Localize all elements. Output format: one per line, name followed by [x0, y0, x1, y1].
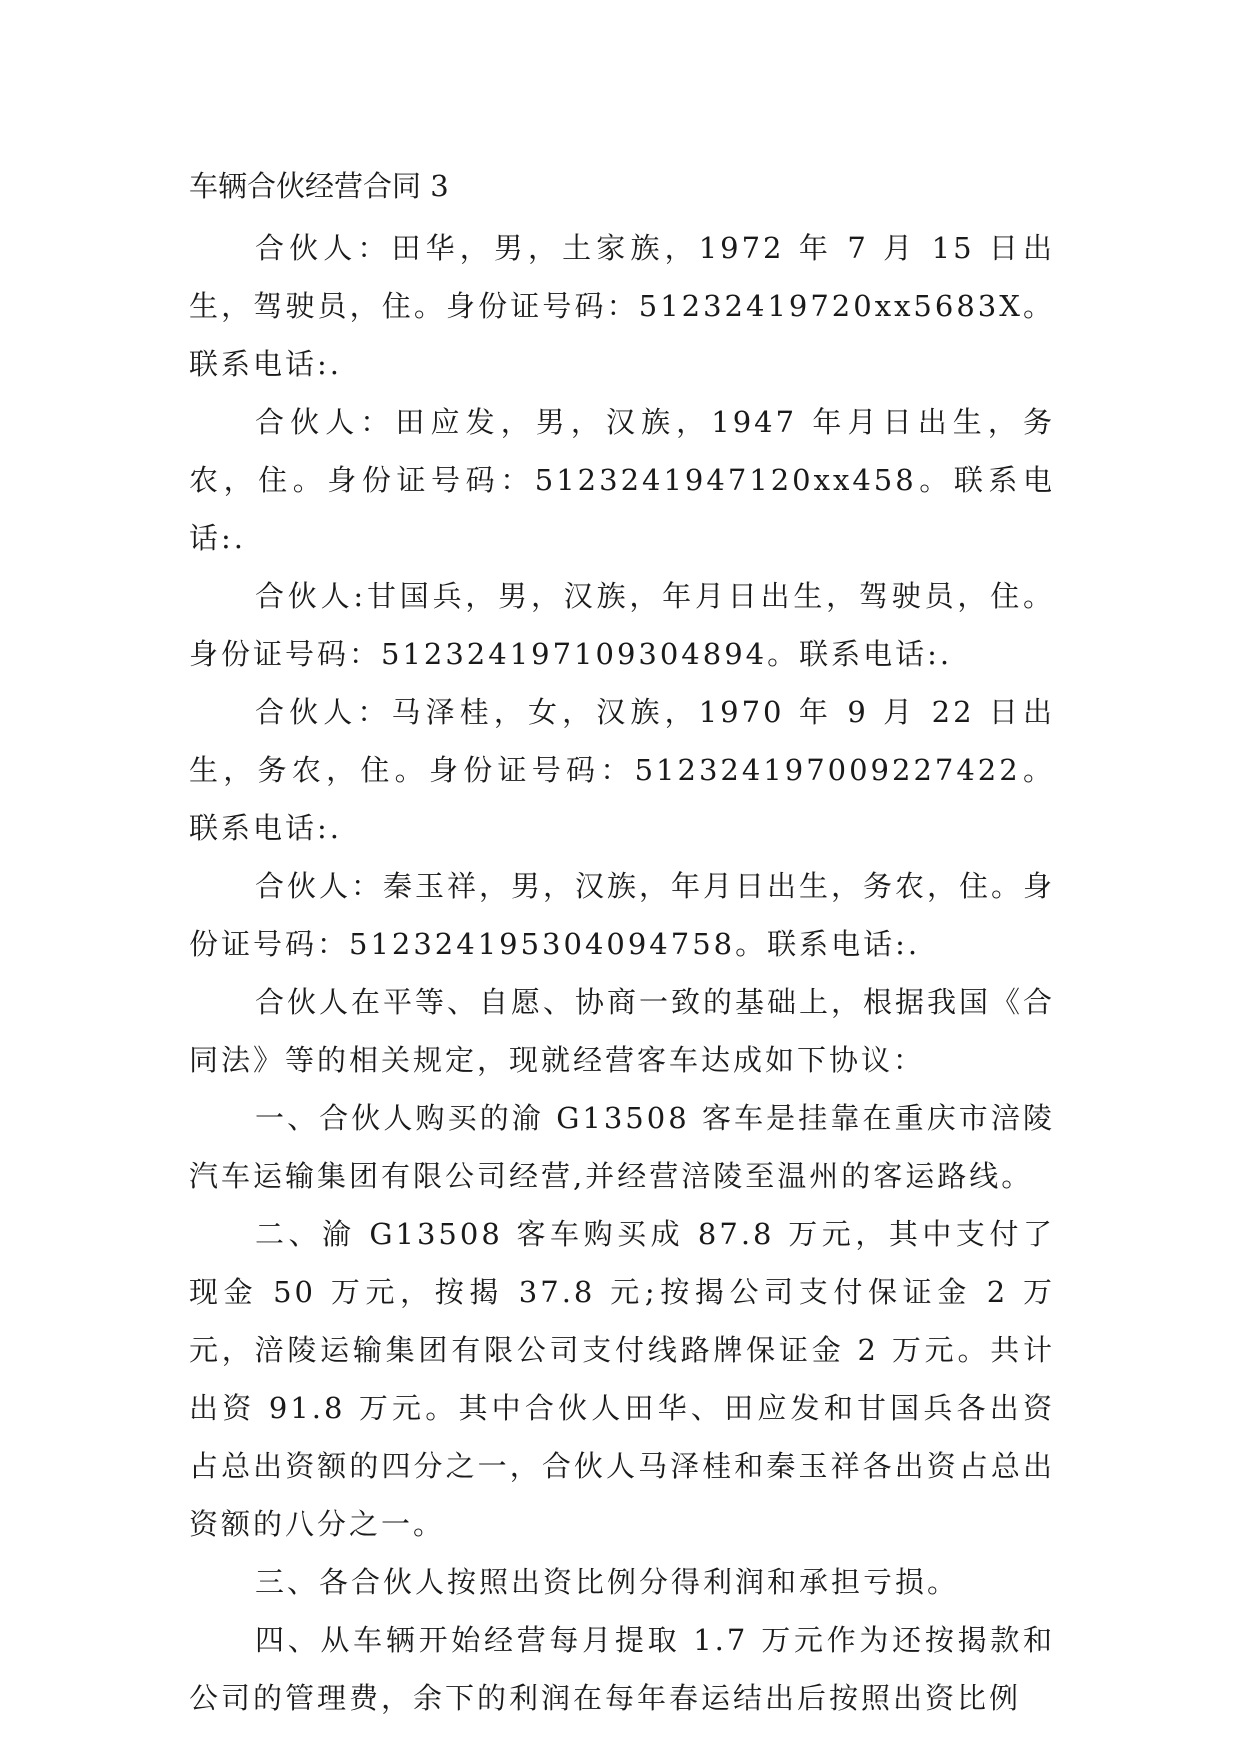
partner-paragraph: 合伙人：田华，男，土家族，1972 年 7 月 15 日出生，驾驶员，住。身份证号码：51232419720xx5683X。联系电话:. [189, 231, 1055, 381]
document-title: 车辆合伙经营合同 3 [189, 169, 449, 203]
partner-paragraph: 合伙人：秦玉祥，男，汉族，年月日出生，务农，住。身份证号码：512324195304094758。联系电话:. [189, 869, 1056, 961]
clause-paragraph: 四、从车辆开始经营每月提取 1.7 万元作为还按揭款和公司的管理费，余下的利润在每年春运结出后按照出资比例 [189, 1623, 1055, 1715]
clause-paragraph: 二、渝 G13508 客车购买成 87.8 万元，其中支付了现金 50 万元，按揭 37.8 元;按揭公司支付保证金 2 万元，涪陵运输集团有限公司支付线路牌保证金 2 万元。共计出资 91.8 万元。其中合伙人田华、田应发和甘国兵各出资占总出资额的四分之一，合伙人马泽桂和秦玉祥各出资占总出资额的八分之一。 [189, 1217, 1055, 1541]
agreement-intro-paragraph: 合伙人在平等、自愿、协商一致的基础上，根据我国《合同法》等的相关规定，现就经营客车达成如下协议： [189, 985, 1056, 1077]
clause-paragraph: 三、各合伙人按照出资比例分得利润和承担亏损。 [255, 1565, 960, 1599]
partner-paragraph: 合伙人:甘国兵，男，汉族，年月日出生，驾驶员，住。身份证号码：512324197109304894。联系电话:. [189, 579, 1055, 671]
partner-paragraph: 合伙人：马泽桂，女，汉族，1970 年 9 月 22 日出生，务农，住。身份证号码：512324197009227422。联系电话:. [189, 695, 1055, 845]
partner-paragraph: 合伙人：田应发，男，汉族，1947 年月日出生，务农，住。身份证号码：5123241947120xx458。联系电话:. [189, 405, 1055, 555]
clause-paragraph: 一、合伙人购买的渝 G13508 客车是挂靠在重庆市涪陵汽车运输集团有限公司经营,并经营涪陵至温州的客运路线。 [189, 1101, 1055, 1193]
document-body [189, 219, 1055, 1727]
